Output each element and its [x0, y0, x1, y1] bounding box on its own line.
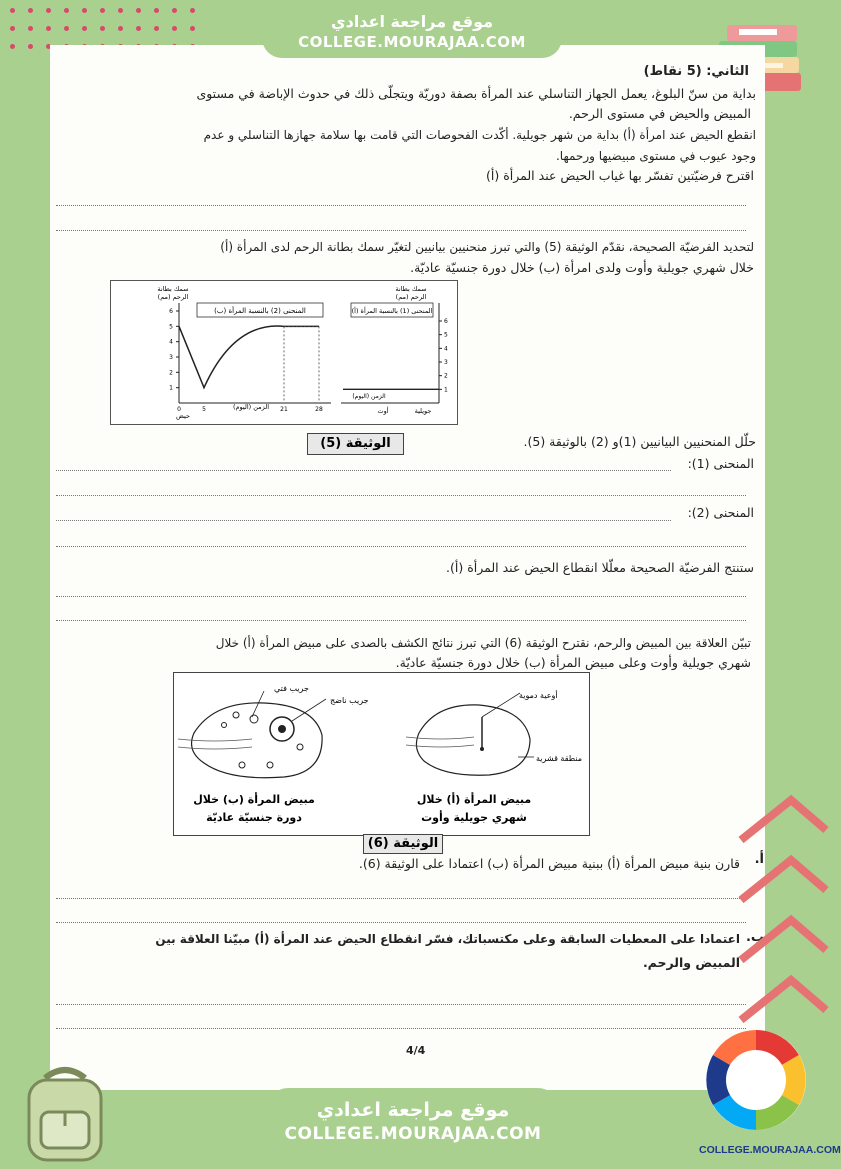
decorative-dot [136, 26, 141, 31]
question-2-line-2: خلال شهري جويلية وأوت ولدى امرأة (ب) خلال دورة جنسيّة عاديّة. [410, 260, 754, 275]
question-3a-number: أ. [754, 852, 764, 867]
follicle [250, 715, 258, 723]
site-logo[interactable] [699, 1020, 841, 1165]
left-graph-ytick-label: 1 [169, 384, 173, 392]
left-graph-xnote: حيض [176, 412, 190, 420]
answer-line[interactable] [56, 230, 746, 231]
document-6-svg [174, 673, 589, 835]
decorative-dot [64, 8, 69, 13]
right-graph-ytick-label: 3 [444, 359, 448, 366]
backpack-icon [15, 1060, 115, 1165]
left-graph-ylabel-1: سمك بطانة [157, 285, 189, 293]
decorative-dot [46, 8, 51, 13]
ovary-b-ligament [178, 739, 252, 749]
label-pointer [482, 693, 520, 717]
left-graph-xtick-label: 21 [280, 406, 288, 413]
question-3b-line-1: اعتمادا على المعطيات السابقة وعلى مكتسباتك، فسّر انقطاع الحيض عند المرأة (أ) مبيّنا العلاقة بين [155, 932, 740, 946]
decorative-dot [154, 8, 159, 13]
decorative-dot [154, 26, 159, 31]
decorative-dot [10, 8, 15, 13]
answer-line[interactable] [56, 898, 746, 899]
decorative-dot [172, 8, 177, 13]
ovary-a-outline [416, 705, 530, 775]
ovary-b-caption-1: مبيض المرأة (ب) خلال [193, 793, 315, 806]
right-graph-title: المنحنى (1) بالنسبة المرأة (أ) [351, 307, 433, 315]
intro-line-2: المبيض والحيض في مستوى الرحم. [568, 106, 751, 121]
ovary-b-caption-2: دورة جنسيّة عاديّة [206, 811, 302, 824]
left-graph-curve [179, 326, 319, 388]
label-mature-follicle: جريب ناضج [330, 696, 369, 705]
follicle [239, 762, 245, 768]
decorative-dot [136, 8, 141, 13]
left-graph [157, 285, 331, 420]
answer-line[interactable] [56, 205, 746, 206]
right-graph-xlabel: الزمن (اليوم) [352, 393, 386, 400]
right-graph [341, 285, 448, 415]
answer-line[interactable] [56, 520, 671, 521]
answer-line[interactable] [56, 470, 671, 471]
intro-line-3: انقطع الحيض عند امرأة (أ) بداية من شهر جويلية. أكّدت الفحوصات التي قامت بها سلامة جهازها التناسلي و عدم [203, 128, 756, 142]
answer-line[interactable] [56, 922, 746, 923]
right-graph-ytick-label: 2 [444, 372, 448, 380]
left-graph-title: المنحنى (2) بالنسبة المرأة (ب) [214, 307, 306, 315]
decorative-dot [118, 26, 123, 31]
footer-site-url[interactable]: COLLEGE.MOURAJAA.COM [284, 1124, 542, 1144]
logo-wheel-icon [699, 1020, 814, 1140]
right-graph-ytick-label: 5 [444, 331, 448, 339]
right-graph-month-2: أوت [377, 407, 389, 415]
footer-banner[interactable] [268, 1088, 558, 1158]
left-graph-xlabel: الزمن (اليوم) [232, 403, 270, 411]
left-graph-ytick-label: 3 [169, 354, 173, 361]
decorative-dot [64, 26, 69, 31]
right-graph-ytick-label: 1 [444, 386, 448, 394]
decorative-dot [28, 44, 33, 49]
answer-line[interactable] [56, 596, 746, 597]
answer-line[interactable] [56, 620, 746, 621]
follicle [267, 762, 273, 768]
answer-line[interactable] [56, 1028, 746, 1029]
follicle [222, 723, 227, 728]
question-3b-line-2: المبيض والرحم. [642, 955, 740, 970]
answer-line[interactable] [56, 495, 746, 496]
intro-line-1: بداية من سنّ البلوغ، يعمل الجهاز التناسلي عند المرأة بصفة دوريّة ويتجلّى ذلك في حدوث الإباضة في مستوى [196, 86, 756, 101]
document-5-label: الوثيقة (5) [307, 433, 404, 455]
left-graph-xtick-label: 5 [202, 406, 206, 413]
exercise-title: الثاني: (5 نقاط) [643, 64, 749, 79]
left-graph-ytick-label: 2 [169, 369, 173, 377]
question-3-line-2: شهري جويلية وأوت وعلى مبيض المرأة (ب) خلال دورة جنسيّة عاديّة. [395, 655, 751, 670]
decorative-dot [118, 8, 123, 13]
follicle [297, 744, 303, 750]
right-graph-ytick-label: 4 [444, 345, 448, 353]
follicle [233, 712, 239, 718]
document-6-ovaries [173, 672, 590, 836]
vessel-dot [480, 747, 484, 751]
decorative-dot [82, 8, 87, 13]
ovary-woman-a [406, 690, 582, 824]
label-pointer [252, 691, 264, 717]
ovary-a-caption-1: مبيض المرأة (أ) خلال [416, 793, 532, 806]
decorative-dot [190, 8, 195, 13]
document-6-label: الوثيقة (6) [363, 834, 443, 854]
label-cortex: منطقة قشرية [536, 754, 583, 763]
decorative-dot [100, 8, 105, 13]
header-banner[interactable] [262, 0, 562, 58]
decorative-dot [172, 26, 177, 31]
question-3a: قارن بنية مبيض المرأة (أ) ببنية مبيض المرأة (ب) اعتمادا على الوثيقة (6). [358, 856, 740, 871]
decorative-dot [10, 44, 15, 49]
left-graph-ytick-label: 5 [169, 323, 173, 331]
decorative-dot [28, 26, 33, 31]
left-graph-xtick-label: 28 [315, 406, 323, 413]
decorative-dot [82, 26, 87, 31]
decorative-dot [46, 26, 51, 31]
label-vessels: أوعية دموية [519, 691, 558, 700]
left-graph-ylabel-2: الرحم (مم) [157, 293, 189, 301]
intro-line-4: وجود عيوب في مستوى مبيضيها ورحمها. [555, 149, 756, 163]
question-3-line-1: تبيّن العلاقة بين المبيض والرحم، نقترح الوثيقة (6) التي تبرز نتائج الكشف بالصدى على مبيض المرأة (أ) خلال [215, 636, 751, 650]
site-url[interactable]: COLLEGE.MOURAJAA.COM [298, 33, 526, 51]
chevron-decoration-icon [731, 790, 826, 1040]
label-follicle-cavity: جريب فتي [274, 684, 309, 693]
right-graph-ylabel-2: الرحم (مم) [395, 293, 427, 301]
right-graph-ylabel-1: سمك بطانة [395, 285, 427, 293]
logo-text: COLLEGE.MOURAJAA.COM [699, 1144, 841, 1156]
question-2-line-1: لتحديد الفرضيّة الصحيحة، نقدّم الوثيقة (5) والتي تبرز منحنيين بيانيين لتغيّر سمك بطانة الرحم لدى المرأة (أ) [220, 240, 754, 254]
question-2a: حلّل المنحنيين البيانيين (1)و (2) بالوثيقة (5). [523, 434, 756, 449]
footer-site-name: موقع مراجعة اعدادي [316, 1099, 510, 1121]
question-3b-number: ب. [745, 930, 764, 945]
answer-line[interactable] [56, 1004, 746, 1005]
right-graph-ytick-label: 6 [444, 318, 448, 325]
document-5-svg [111, 281, 457, 424]
question-1: اقترح فرضيّتين تفسّر بها غياب الحيض عند المرأة (أ) [486, 168, 754, 183]
right-graph-month-1: جويلية [414, 407, 432, 415]
decorative-dot [10, 26, 15, 31]
oocyte [278, 725, 286, 733]
ovary-woman-b [178, 684, 369, 824]
decorative-dot [28, 8, 33, 13]
document-5-graphs [110, 280, 458, 425]
answer-line[interactable] [56, 546, 746, 547]
left-graph-ytick-label: 6 [169, 308, 173, 315]
site-name: موقع مراجعة اعدادي [330, 12, 494, 31]
curve-1-label: المنحنى (1): [687, 456, 754, 471]
left-graph-ytick-label: 4 [169, 338, 173, 346]
decorative-dot [100, 26, 105, 31]
curve-2-label: المنحنى (2): [687, 505, 754, 520]
question-2b: ستنتج الفرضيّة الصحيحة معلّلا انقطاع الحيض عند المرأة (أ). [446, 560, 754, 575]
ovary-a-caption-2: شهري جويلية وأوت [421, 811, 527, 824]
left-graph-xtick-label: 0 [177, 406, 181, 413]
label-pointer [292, 699, 326, 721]
decorative-dot [190, 26, 195, 31]
page-number: 4/4 [406, 1044, 426, 1057]
